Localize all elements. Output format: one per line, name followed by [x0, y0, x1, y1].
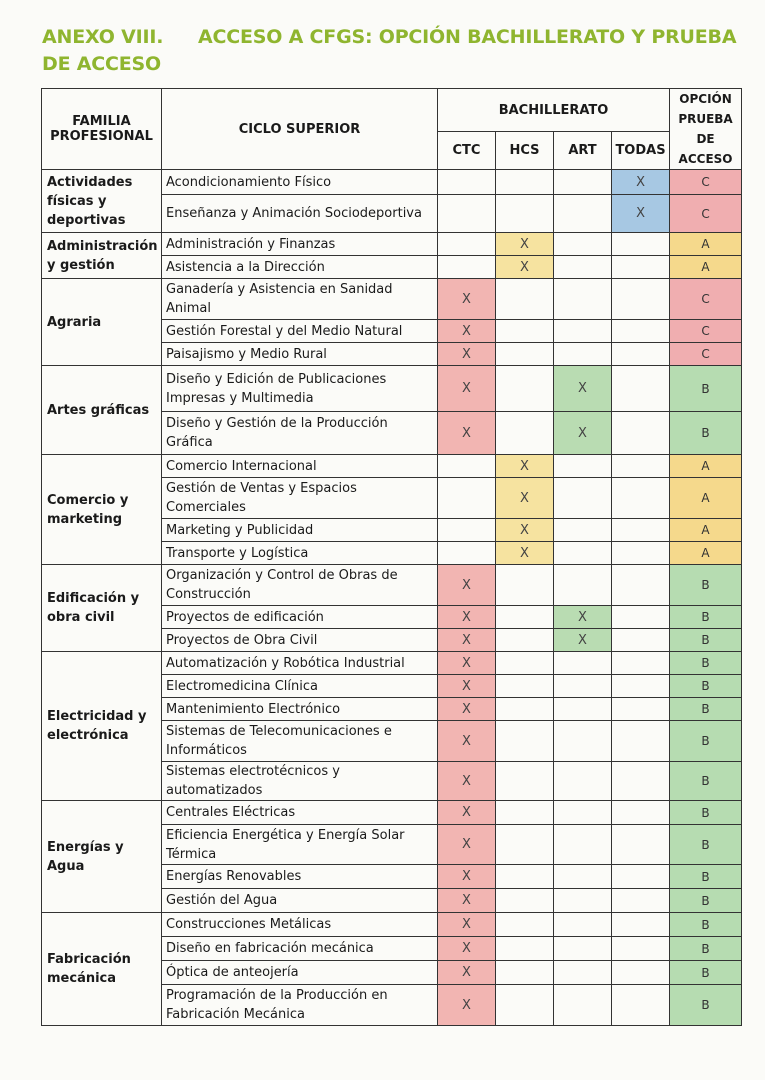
todas-cell [612, 412, 670, 455]
ctc-cell: X [438, 412, 496, 455]
option-cell: B [670, 825, 742, 865]
cycle-cell: Automatización y Robótica Industrial [162, 652, 438, 675]
option-cell: B [670, 913, 742, 937]
art-cell [554, 170, 612, 195]
todas-cell [612, 606, 670, 629]
todas-cell [612, 279, 670, 320]
hcs-cell [496, 762, 554, 801]
option-cell: B [670, 889, 742, 913]
art-cell [554, 698, 612, 721]
option-cell: A [670, 256, 742, 279]
family-cell: Energías y Agua [42, 801, 162, 913]
option-cell: C [670, 170, 742, 195]
hcs-cell: X [496, 233, 554, 256]
art-cell [554, 478, 612, 519]
art-cell [554, 825, 612, 865]
cycle-cell: Sistemas electrotécnicos y automatizados [162, 762, 438, 801]
ctc-cell [438, 256, 496, 279]
table-row [42, 455, 742, 478]
ctc-cell: X [438, 675, 496, 698]
option-cell: C [670, 343, 742, 366]
header-hcs: HCS [496, 132, 554, 170]
header-ctc: CTC [438, 132, 496, 170]
hcs-cell: X [496, 455, 554, 478]
hcs-cell [496, 721, 554, 762]
hcs-cell [496, 343, 554, 366]
ctc-cell: X [438, 629, 496, 652]
art-cell [554, 889, 612, 913]
todas-cell [612, 478, 670, 519]
option-cell: B [670, 652, 742, 675]
cycle-cell: Energías Renovables [162, 865, 438, 889]
cycle-cell: Paisajismo y Medio Rural [162, 343, 438, 366]
hcs-cell [496, 366, 554, 412]
option-cell: B [670, 606, 742, 629]
option-cell: B [670, 865, 742, 889]
family-cell: Fabricación mecánica [42, 913, 162, 1026]
ctc-cell: X [438, 652, 496, 675]
ctc-cell: X [438, 801, 496, 825]
ctc-cell: X [438, 279, 496, 320]
todas-cell [612, 721, 670, 762]
cycle-cell: Acondicionamiento Físico [162, 170, 438, 195]
ctc-cell: X [438, 320, 496, 343]
art-cell [554, 320, 612, 343]
hcs-cell [496, 606, 554, 629]
cycle-cell: Asistencia a la Dirección [162, 256, 438, 279]
family-cell: Comercio y marketing [42, 455, 162, 565]
family-cell: Agraria [42, 279, 162, 366]
header-opcion: OPCIÓN PRUEBA DE ACCESO [670, 89, 742, 170]
hcs-cell [496, 652, 554, 675]
cycle-cell: Ganadería y Asistencia en Sanidad Animal [162, 279, 438, 320]
art-cell [554, 762, 612, 801]
art-cell [554, 937, 612, 961]
cycle-cell: Diseño en fabricación mecánica [162, 937, 438, 961]
table-row [42, 652, 742, 675]
todas-cell [612, 937, 670, 961]
art-cell [554, 961, 612, 985]
todas-cell [612, 629, 670, 652]
cycle-cell: Sistemas de Telecomunicaciones e Informáticos [162, 721, 438, 762]
cycle-cell: Construcciones Metálicas [162, 913, 438, 937]
family-cell: Edificación y obra civil [42, 565, 162, 652]
hcs-cell [496, 825, 554, 865]
art-cell [554, 343, 612, 366]
hcs-cell [496, 195, 554, 233]
art-cell [554, 455, 612, 478]
ctc-cell [438, 478, 496, 519]
page-title [42, 24, 752, 78]
todas-cell [612, 889, 670, 913]
option-cell: B [670, 698, 742, 721]
family-cell: Artes gráficas [42, 366, 162, 455]
option-cell: A [670, 233, 742, 256]
family-cell: Electricidad y electrónica [42, 652, 162, 801]
option-cell: B [670, 366, 742, 412]
art-cell [554, 675, 612, 698]
option-cell: A [670, 478, 742, 519]
ctc-cell [438, 455, 496, 478]
hcs-cell [496, 698, 554, 721]
ctc-cell [438, 195, 496, 233]
art-cell [554, 256, 612, 279]
cycle-cell: Gestión de Ventas y Espacios Comerciales [162, 478, 438, 519]
todas-cell [612, 256, 670, 279]
ctc-cell: X [438, 937, 496, 961]
hcs-cell [496, 320, 554, 343]
hcs-cell [496, 279, 554, 320]
todas-cell [612, 675, 670, 698]
option-cell: C [670, 279, 742, 320]
todas-cell [612, 565, 670, 606]
option-cell: B [670, 801, 742, 825]
hcs-cell [496, 801, 554, 825]
header-art: ART [554, 132, 612, 170]
cycle-cell: Eficiencia Energética y Energía Solar Térmica [162, 825, 438, 865]
hcs-cell: X [496, 256, 554, 279]
todas-cell [612, 825, 670, 865]
todas-cell [612, 865, 670, 889]
ctc-cell: X [438, 865, 496, 889]
cycle-cell: Proyectos de Obra Civil [162, 629, 438, 652]
cycle-cell: Transporte y Logística [162, 542, 438, 565]
art-cell: X [554, 629, 612, 652]
todas-cell [612, 366, 670, 412]
ctc-cell: X [438, 825, 496, 865]
art-cell [554, 801, 612, 825]
hcs-cell: X [496, 478, 554, 519]
todas-cell [612, 320, 670, 343]
art-cell [554, 985, 612, 1026]
option-cell: B [670, 762, 742, 801]
ctc-cell: X [438, 366, 496, 412]
art-cell [554, 865, 612, 889]
option-cell: B [670, 721, 742, 762]
ctc-cell: X [438, 889, 496, 913]
cycle-cell: Centrales Eléctricas [162, 801, 438, 825]
ctc-cell: X [438, 343, 496, 366]
cycle-cell: Diseño y Gestión de la Producción Gráfica [162, 412, 438, 455]
family-cell: Administración y gestión [42, 233, 162, 279]
ctc-cell: X [438, 762, 496, 801]
art-cell [554, 913, 612, 937]
table-row [42, 366, 742, 412]
ctc-cell [438, 170, 496, 195]
art-cell [554, 565, 612, 606]
hcs-cell: X [496, 519, 554, 542]
option-cell: C [670, 195, 742, 233]
todas-cell [612, 801, 670, 825]
art-cell [554, 279, 612, 320]
hcs-cell [496, 865, 554, 889]
option-cell: A [670, 542, 742, 565]
hcs-cell [496, 889, 554, 913]
art-cell [554, 519, 612, 542]
hcs-cell [496, 412, 554, 455]
cycle-cell: Electromedicina Clínica [162, 675, 438, 698]
art-cell [554, 542, 612, 565]
header-ciclo: CICLO SUPERIOR [162, 89, 438, 170]
cycle-cell: Proyectos de edificación [162, 606, 438, 629]
family-cell: Actividades físicas y deportivas [42, 170, 162, 233]
cycle-cell: Administración y Finanzas [162, 233, 438, 256]
hcs-cell [496, 985, 554, 1026]
cycle-cell: Gestión del Agua [162, 889, 438, 913]
hcs-cell [496, 170, 554, 195]
cycle-cell: Comercio Internacional [162, 455, 438, 478]
table-row [42, 279, 742, 320]
todas-cell [612, 519, 670, 542]
ctc-cell [438, 233, 496, 256]
hcs-cell: X [496, 542, 554, 565]
art-cell [554, 233, 612, 256]
option-cell: B [670, 629, 742, 652]
header-bachillerato: BACHILLERATO [438, 89, 670, 132]
table-row [42, 565, 742, 606]
ctc-cell: X [438, 698, 496, 721]
header-familia: FAMILIA PROFESIONAL [42, 89, 162, 170]
hcs-cell [496, 937, 554, 961]
todas-cell [612, 985, 670, 1026]
access-table [41, 88, 742, 1026]
table-row [42, 801, 742, 825]
art-cell [554, 195, 612, 233]
ctc-cell: X [438, 961, 496, 985]
option-cell: A [670, 519, 742, 542]
todas-cell [612, 343, 670, 366]
todas-cell [612, 652, 670, 675]
table-row [42, 170, 742, 195]
hcs-cell [496, 961, 554, 985]
ctc-cell: X [438, 565, 496, 606]
ctc-cell: X [438, 913, 496, 937]
option-cell: A [670, 455, 742, 478]
option-cell: B [670, 675, 742, 698]
todas-cell [612, 455, 670, 478]
hcs-cell [496, 913, 554, 937]
header-todas: TODAS [612, 132, 670, 170]
option-cell: B [670, 937, 742, 961]
ctc-cell [438, 519, 496, 542]
hcs-cell [496, 675, 554, 698]
art-cell: X [554, 412, 612, 455]
todas-cell [612, 961, 670, 985]
option-cell: B [670, 985, 742, 1026]
art-cell [554, 721, 612, 762]
option-cell: B [670, 961, 742, 985]
cycle-cell: Mantenimiento Electrónico [162, 698, 438, 721]
cycle-cell: Diseño y Edición de Publicaciones Impresas y Multimedia [162, 366, 438, 412]
option-cell: C [670, 320, 742, 343]
todas-cell [612, 698, 670, 721]
ctc-cell: X [438, 985, 496, 1026]
cycle-cell: Organización y Control de Obras de Construcción [162, 565, 438, 606]
todas-cell [612, 542, 670, 565]
todas-cell [612, 233, 670, 256]
ctc-cell: X [438, 606, 496, 629]
cycle-cell: Gestión Forestal y del Medio Natural [162, 320, 438, 343]
cycle-cell: Programación de la Producción en Fabricación Mecánica [162, 985, 438, 1026]
art-cell: X [554, 606, 612, 629]
hcs-cell [496, 565, 554, 606]
cycle-cell: Marketing y Publicidad [162, 519, 438, 542]
table-row [42, 233, 742, 256]
todas-cell: X [612, 170, 670, 195]
title-text: ACCESO A CFGS: OPCIÓN BACHILLERATO Y PRUEBA DE ACCESO [42, 26, 737, 75]
todas-cell [612, 913, 670, 937]
option-cell: B [670, 565, 742, 606]
art-cell: X [554, 366, 612, 412]
art-cell [554, 652, 612, 675]
todas-cell: X [612, 195, 670, 233]
ctc-cell: X [438, 721, 496, 762]
hcs-cell [496, 629, 554, 652]
annex-label: ANEXO VIII. [42, 26, 164, 48]
cycle-cell: Enseñanza y Animación Sociodeportiva [162, 195, 438, 233]
option-cell: B [670, 412, 742, 455]
todas-cell [612, 762, 670, 801]
ctc-cell [438, 542, 496, 565]
table-row [42, 913, 742, 937]
table-body [42, 170, 742, 1026]
cycle-cell: Óptica de anteojería [162, 961, 438, 985]
